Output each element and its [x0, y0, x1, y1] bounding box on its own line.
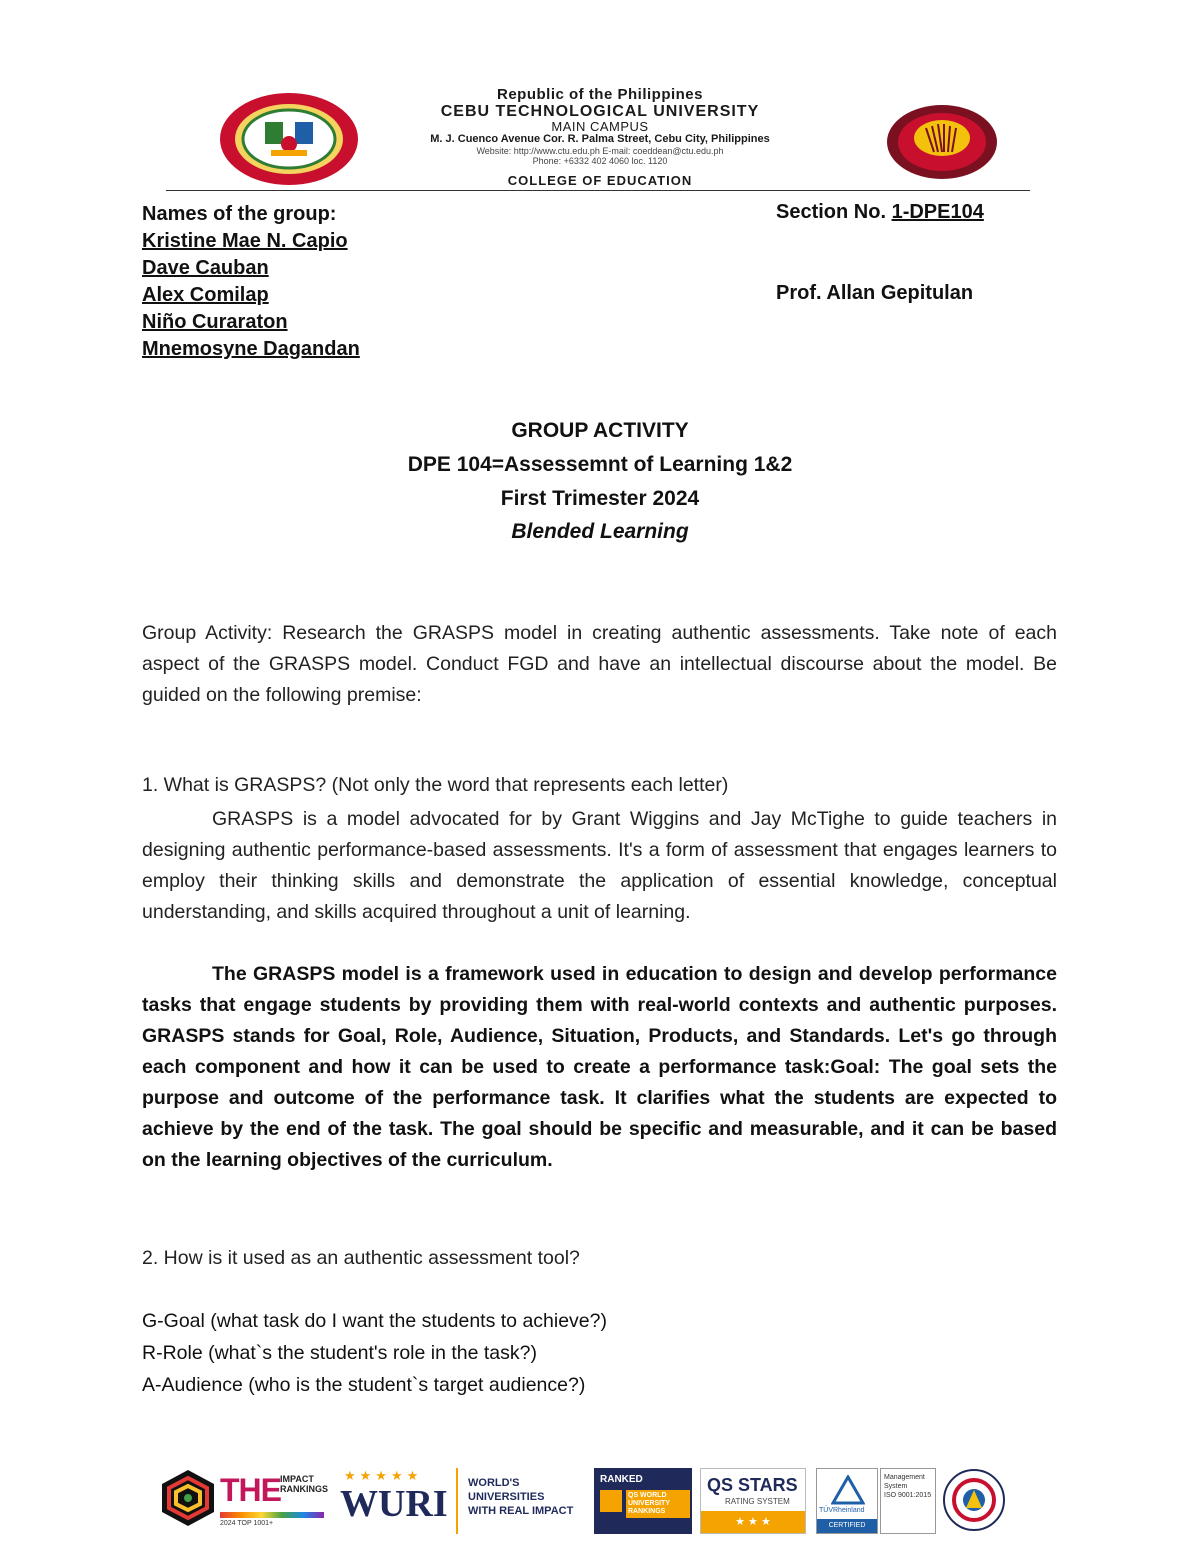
- header-republic: Republic of the Philippines: [496, 86, 703, 103]
- impact-label: IMPACT RANKINGS: [280, 1474, 329, 1494]
- header-university: CEBU TECHNOLOGICAL UNIVERSITY: [440, 103, 760, 120]
- group-member: [142, 309, 288, 336]
- tuv-badge: [816, 1468, 878, 1534]
- qs-rank-label: QS WORLD UNIVERSITY RANKINGS: [626, 1490, 690, 1518]
- group-member: [142, 336, 360, 363]
- title-mode: Blended Learning: [511, 520, 689, 543]
- wuri-text-block: [456, 1468, 586, 1534]
- title-course: DPE 104=Assessemnt of Learning 1&2: [407, 453, 793, 476]
- answer-1-text-1: GRASPS is a model advocated for by Grant Wiggins and Jay McTighe to guide teachers in designing authentic performance-based assessments. It's a form of assessment that engages learners to employ their thinking skills and demonstrate the application of essential knowledge, conceptual understanding, and skills acquired throughout a unit of learning.: [142, 808, 1057, 923]
- star-icon: ★ ★ ★: [701, 1511, 805, 1533]
- header-campus: MAIN CAMPUS: [551, 119, 649, 134]
- member-name: Alex Comilap: [142, 284, 269, 306]
- grasps-goal: G-Goal (what task do I want the students to achieve?): [142, 1310, 607, 1332]
- qs-ranked-badge: [594, 1468, 692, 1534]
- header-phone: Phone: +6332 402 4060 loc. 1120: [532, 156, 668, 166]
- answer-1-paragraph-1: [142, 804, 1057, 928]
- star-icon: ★★★★★: [344, 1468, 423, 1483]
- header-divider: [166, 190, 1030, 191]
- certified-label: CERTIFIED: [817, 1519, 877, 1533]
- qs-stars-badge: [700, 1468, 806, 1534]
- sdg-color-bar: [220, 1512, 324, 1518]
- the-impact-rankings-logo: [220, 1468, 329, 1534]
- accreditation-seal: [942, 1468, 1006, 1534]
- university-seal: [219, 92, 359, 187]
- header-address: M. J. Cuenco Avenue Cor. R. Palma Street, Cebu City, Philippines: [430, 133, 770, 145]
- wuri-line: WORLD'S: [468, 1477, 520, 1489]
- title-group-activity: GROUP ACTIVITY: [511, 419, 689, 442]
- ranked-label: RANKED: [600, 1474, 643, 1485]
- section-label: Section No.: [776, 201, 892, 223]
- asean-logo: [886, 104, 998, 180]
- stars-sub-label: RATING SYSTEM: [725, 1497, 790, 1506]
- impact-hexagon-logo: [160, 1468, 216, 1534]
- intro-paragraph: Group Activity: Research the GRASPS model in creating authentic assessments. Take note of each aspect of the GRASPS model. Conduct FGD and have an intellectual discourse about the model. Be guided on the following premise:: [142, 622, 1057, 706]
- qs-icon: [600, 1490, 622, 1512]
- member-name: Mnemosyne Dagandan: [142, 338, 360, 360]
- section-number: [776, 201, 984, 224]
- mgmt-line: Management: [884, 1474, 925, 1481]
- group-label: Names of the group:: [142, 203, 337, 225]
- question-1: 1. What is GRASPS? (Not only the word that represents each letter): [142, 774, 729, 796]
- header-website: Website: http://www.ctu.edu.ph E-mail: coeddean@ctu.edu.ph: [476, 146, 724, 156]
- group-member: [142, 228, 348, 255]
- mgmt-line: System: [884, 1483, 908, 1490]
- question-2: 2. How is it used as an authentic assessment tool?: [142, 1247, 580, 1269]
- qs-stars-label: QS STARS: [707, 1475, 798, 1495]
- group-member: [142, 282, 269, 309]
- the-label: THE: [220, 1472, 281, 1508]
- header-college: COLLEGE OF EDUCATION: [507, 173, 693, 188]
- mgmt-line: ISO 9001:2015: [884, 1492, 932, 1499]
- wuri-line: UNIVERSITIES: [468, 1491, 545, 1503]
- wuri-line: WITH REAL IMPACT: [468, 1505, 574, 1517]
- answer-1-paragraph-2: [142, 959, 1057, 1176]
- wuri-label: WURI: [340, 1483, 448, 1525]
- top-label: 2024 TOP 1001+: [220, 1520, 274, 1527]
- member-name: Dave Cauban: [142, 257, 269, 279]
- iso-badge: [880, 1468, 936, 1534]
- group-member: [142, 255, 269, 282]
- tuv-triangle-icon: [831, 1475, 865, 1505]
- grasps-audience: A-Audience (who is the student`s target audience?): [142, 1374, 586, 1396]
- wuri-logo: [340, 1468, 450, 1534]
- professor-name: Prof. Allan Gepitulan: [776, 282, 974, 304]
- member-name: Kristine Mae N. Capio: [142, 230, 348, 252]
- grasps-role: R-Role (what`s the student's role in the task?): [142, 1342, 537, 1364]
- member-name: Niño Curaraton: [142, 311, 288, 333]
- title-term: First Trimester 2024: [500, 487, 700, 510]
- tuv-label: TÜVRheinland: [819, 1507, 865, 1514]
- section-value: 1-DPE104: [891, 201, 984, 223]
- answer-1-text-2: The GRASPS model is a framework used in education to design and develop performance tasks that engage students by providing them with real-world contexts and authentic purposes. GRASPS stands for Goal, Role, Audience, Situation, Products, and Standards. Let's go through each component and how it can be used to create a performance task:Goal: The goal sets the purpose and outcome of the performance task. It clarifies what the students are expected to achieve by the end of the task. The goal should be specific and measurable, and it can be based on the learning objectives of the curriculum.: [142, 963, 1057, 1171]
